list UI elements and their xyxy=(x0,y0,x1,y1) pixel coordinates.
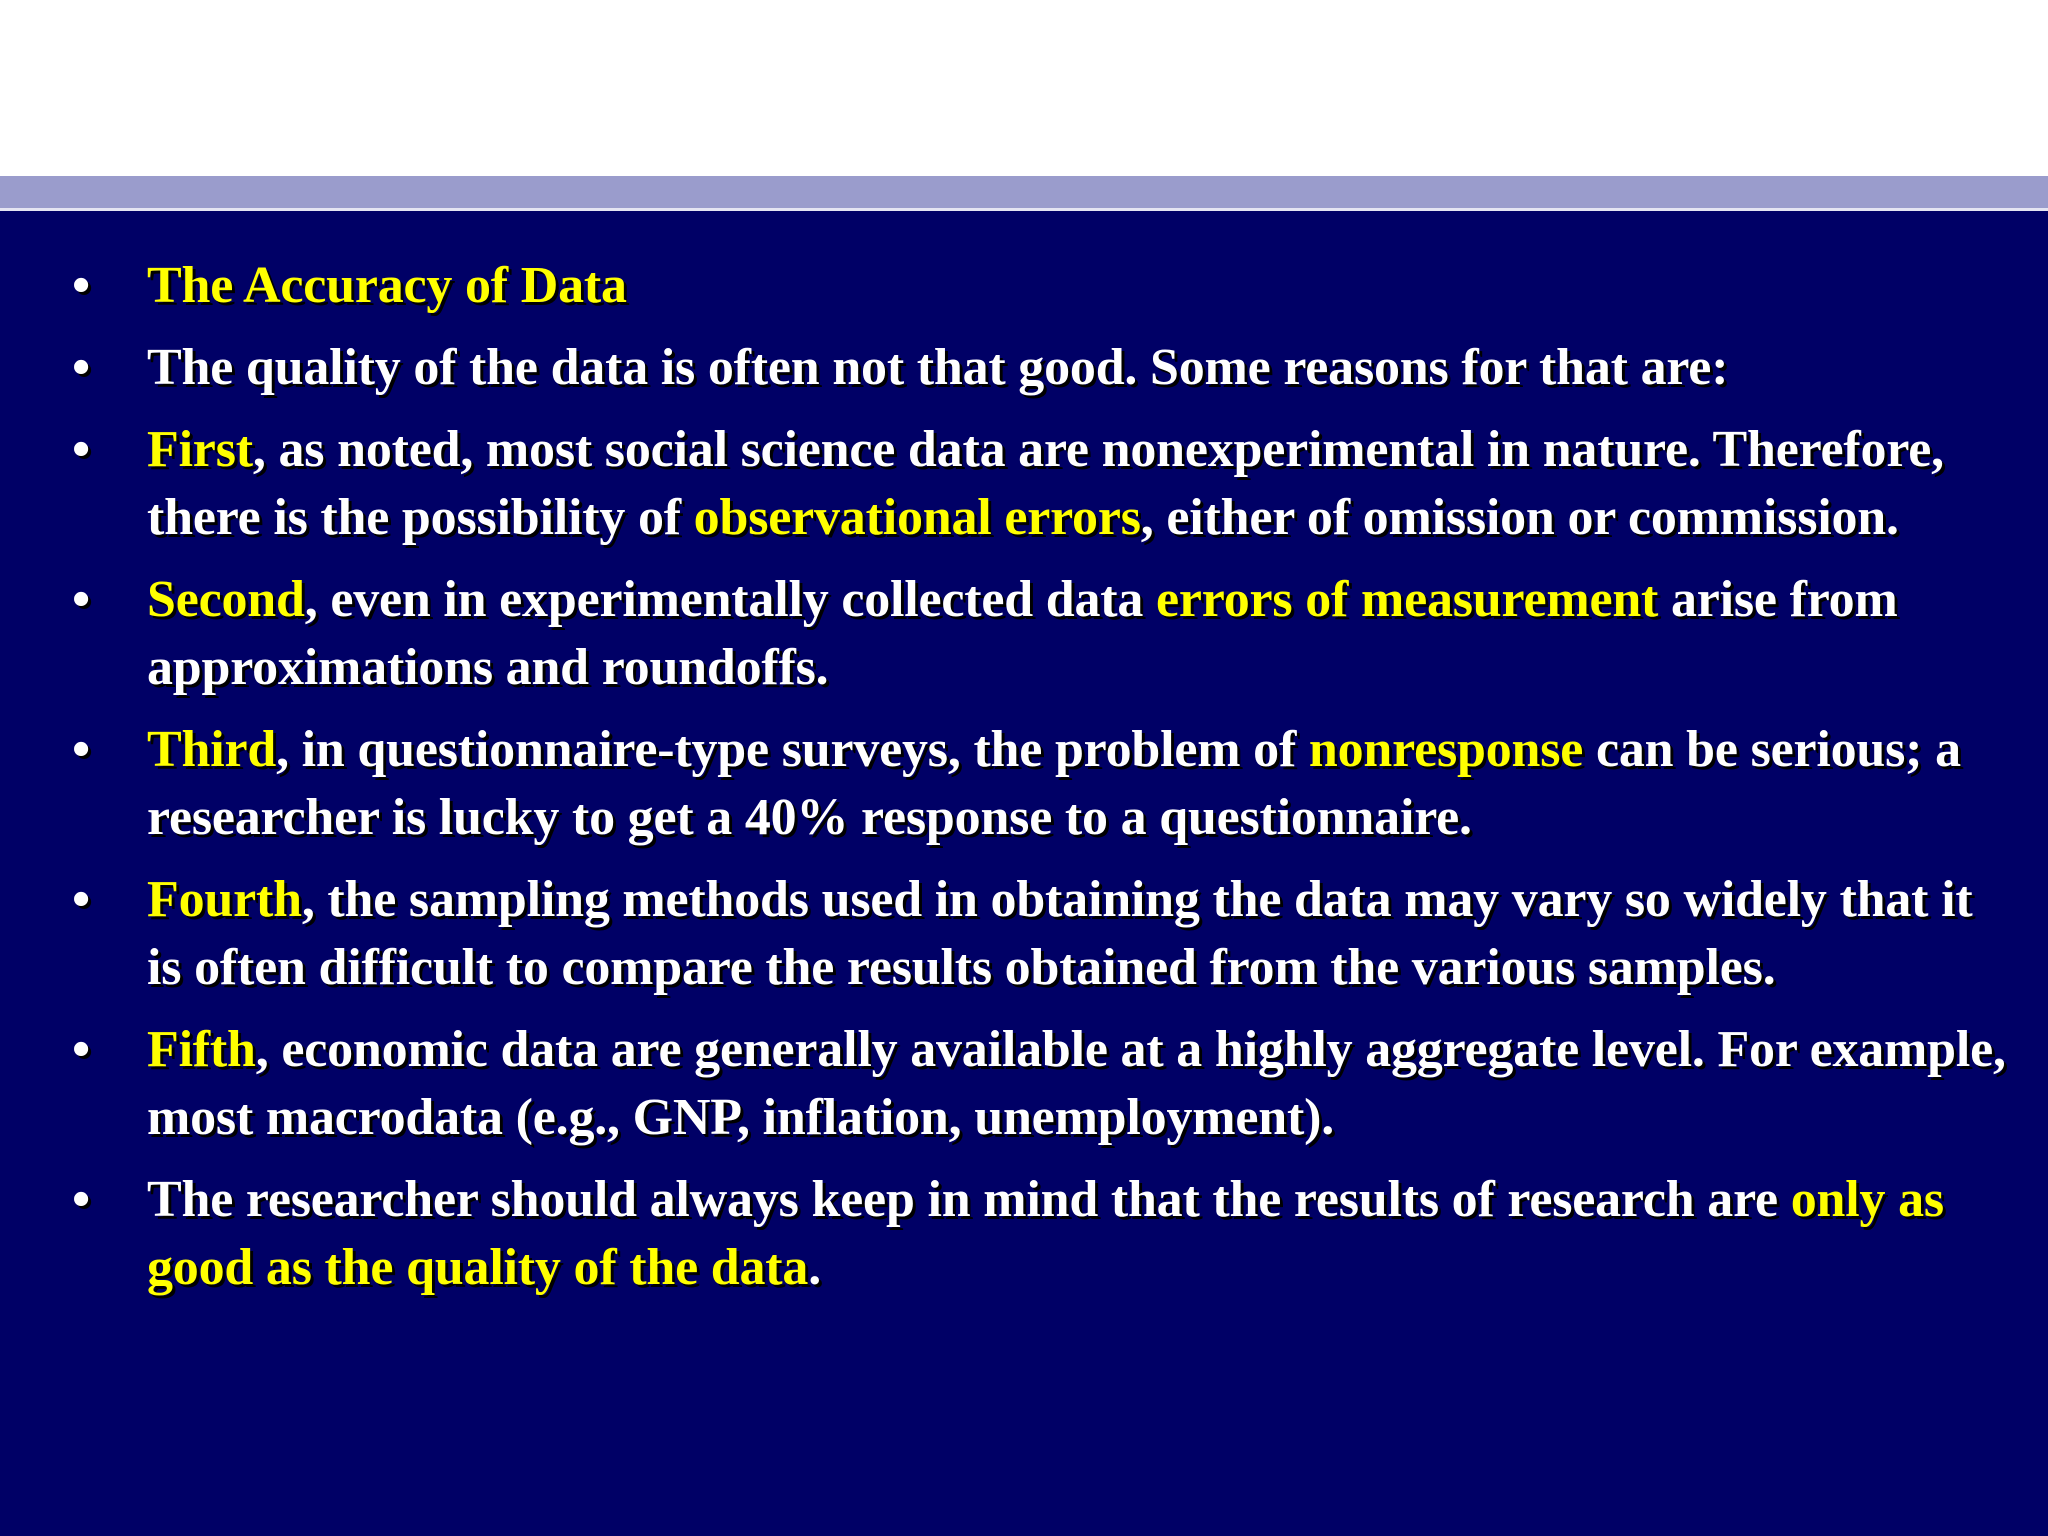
bullet-keyword: observational errors xyxy=(693,489,1141,546)
bullet-dot: • xyxy=(72,571,91,628)
bullet-dot: • xyxy=(72,871,91,928)
bullet-item-fifth xyxy=(0,1016,2048,1152)
bullet-text: , in questionnaire-type surveys, the problem of xyxy=(276,721,1309,778)
bullet-item-accuracy xyxy=(0,252,2048,320)
bullet-keyword: Fourth xyxy=(147,871,302,928)
bullet-dot: • xyxy=(72,721,91,778)
bullet-dot: • xyxy=(72,1171,91,1228)
bullet-item-third xyxy=(0,716,2048,852)
bullet-text: , even in experimentally collected data xyxy=(304,571,1157,628)
bullet-keyword: nonresponse xyxy=(1308,721,1584,778)
bullet-item-fourth xyxy=(0,866,2048,1002)
bullet-text: arise from approximations and roundoffs. xyxy=(147,571,1898,696)
bullet-keyword: errors of measurement xyxy=(1156,571,1659,628)
bullet-text: . xyxy=(808,1239,822,1296)
bullet-heading: The Accuracy of Data xyxy=(147,257,627,314)
bullet-keyword: only as good as the quality of the data xyxy=(147,1171,1944,1296)
bullet-list xyxy=(0,252,2048,1316)
bullet-keyword: Third xyxy=(147,721,277,778)
bullet-text: The quality of the data is often not that good. Some reasons for that are: xyxy=(147,339,1729,396)
bullet-item-quality xyxy=(0,334,2048,402)
bullet-text: can be serious; a researcher is lucky to get a 40% response to a questionnaire. xyxy=(147,721,1961,846)
bullet-text: , as noted, most social science data are nonexperimental in nature. Therefore, there is the possibility of xyxy=(147,421,1944,546)
bullet-keyword: Second xyxy=(147,571,305,628)
bullet-keyword: First xyxy=(147,421,253,478)
slide-accent-band xyxy=(0,176,2048,208)
bullet-text: , economic data are generally available at a highly aggregate level. For example, most macrodata (e.g., GNP, inflation, unemployment). xyxy=(147,1021,2006,1146)
bullet-text: , either of omission or commission. xyxy=(1140,489,1899,546)
bullet-keyword: Fifth xyxy=(147,1021,256,1078)
bullet-item-conclusion xyxy=(0,1166,2048,1302)
bullet-dot: • xyxy=(72,421,91,478)
bullet-dot: • xyxy=(72,257,91,314)
bullet-dot: • xyxy=(72,339,91,396)
bullet-item-second xyxy=(0,566,2048,702)
bullet-item-first xyxy=(0,416,2048,552)
bullet-text: The researcher should always keep in mind that the results of research are xyxy=(147,1171,1791,1228)
slide-header-area xyxy=(0,0,2048,176)
bullet-text: , the sampling methods used in obtaining the data may vary so widely that it is often difficult to compare the results obtained from the various samples. xyxy=(147,871,1973,996)
bullet-dot: • xyxy=(72,1021,91,1078)
